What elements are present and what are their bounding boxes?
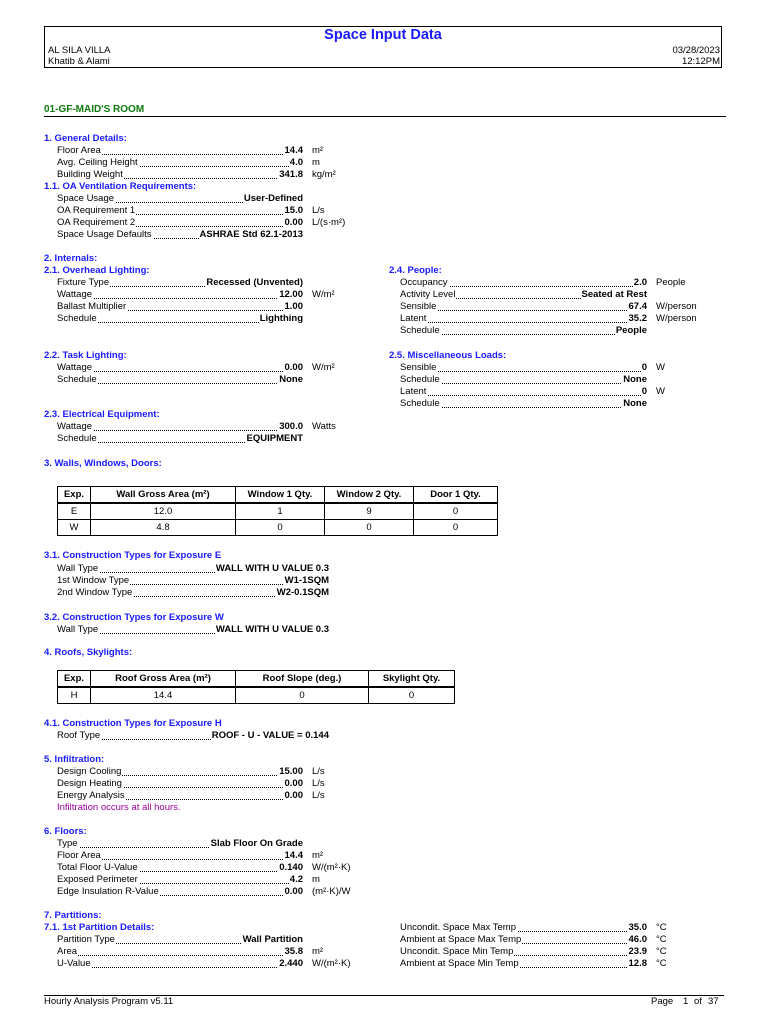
field-unit: L/s <box>312 766 325 777</box>
column-header: Door 1 Qty. <box>414 487 498 504</box>
field-value: 0 <box>641 362 647 373</box>
field-label: Wattage <box>57 362 93 373</box>
field-label: Energy Analysis <box>57 790 125 801</box>
field-internals-task-schedule <box>57 374 303 386</box>
table-cell: 1 <box>236 503 325 520</box>
field-value: 46.0 <box>628 934 647 945</box>
field-value: 0.00 <box>284 362 303 373</box>
field-unit: °C <box>656 958 667 969</box>
field-internals-equipment-schedule <box>57 433 303 445</box>
section-heading-walls-const-w-heading: 3.2. Construction Types for Exposure W <box>44 612 224 623</box>
field-internals-overhead-fixture <box>57 277 303 289</box>
field-label: Sensible <box>400 362 437 373</box>
field-value: Recessed (Unvented) <box>206 277 303 288</box>
table-cell: 0 <box>414 503 498 520</box>
field-label: Schedule <box>400 398 440 409</box>
field-value: W2-0.1SQM <box>276 587 329 598</box>
space-name: 01-GF-MAID'S ROOM <box>44 104 145 115</box>
table-header-row <box>58 487 498 504</box>
column-header: Exp. <box>58 671 91 688</box>
field-oa-req1 <box>57 205 303 217</box>
table-cell: H <box>58 687 91 704</box>
field-label: Schedule <box>400 325 440 336</box>
field-label: OA Requirement 1 <box>57 205 136 216</box>
field-label: Wattage <box>57 289 93 300</box>
field-oa-req2 <box>57 217 303 229</box>
field-oa-defaults <box>57 229 303 241</box>
field-value: ASHRAE Std 62.1-2013 <box>199 229 303 240</box>
section-heading-roofs-heading: 4. Roofs, Skylights: <box>44 647 133 658</box>
section-heading-roofs-const-h-heading: 4.1. Construction Types for Exposure H <box>44 718 222 729</box>
field-label: Wattage <box>57 421 93 432</box>
field-partitions-min-temp <box>400 946 647 958</box>
field-value: 300.0 <box>279 421 303 432</box>
field-label: Ambient at Space Max Temp <box>400 934 522 945</box>
field-value: None <box>279 374 303 385</box>
table-cell: 0 <box>325 520 414 536</box>
field-label: Schedule <box>57 433 97 444</box>
field-floors-perimeter <box>57 874 303 886</box>
field-internals-people-sensible <box>400 301 647 313</box>
page-of-label: of <box>694 996 702 1007</box>
field-value: 0.00 <box>284 778 303 789</box>
page-number: 1 <box>683 996 689 1007</box>
table-cell: 0 <box>369 687 455 704</box>
field-unit: L/(s·m²) <box>312 217 346 228</box>
space-divider <box>44 116 726 117</box>
field-value: 12.8 <box>628 958 647 969</box>
table-cell: 9 <box>325 503 414 520</box>
field-value: None <box>623 374 647 385</box>
field-value: None <box>623 398 647 409</box>
field-unit: W <box>656 362 665 373</box>
column-header: Window 1 Qty. <box>236 487 325 504</box>
field-internals-people-schedule <box>400 325 647 337</box>
roofs-table <box>57 670 455 704</box>
field-label: Wall Type <box>57 563 99 574</box>
field-label: Uncondit. Space Max Temp <box>400 922 516 933</box>
field-internals-overhead-schedule <box>57 313 303 325</box>
field-partitions-max-temp <box>400 922 647 934</box>
field-value: 0 <box>641 386 647 397</box>
field-internals-people-activity <box>400 289 647 301</box>
page-label: Page <box>651 996 674 1007</box>
field-label: Ambient at Space Min Temp <box>400 958 519 969</box>
field-unit: m² <box>312 145 324 156</box>
dot-leader <box>57 371 303 372</box>
column-header: Window 2 Qty. <box>325 487 414 504</box>
field-label: Occupancy <box>400 277 448 288</box>
field-label: Building Weight <box>57 169 123 180</box>
field-walls-const-e-wall <box>57 563 329 575</box>
field-internals-misc-schedule1 <box>400 374 647 386</box>
field-label: Latent <box>400 386 427 397</box>
dot-leader <box>57 967 303 968</box>
field-internals-overhead-wattage <box>57 289 303 301</box>
field-unit: W/m² <box>312 362 335 373</box>
field-unit: W/person <box>656 313 697 324</box>
table-cell: 0 <box>236 687 369 704</box>
field-value: Wall Partition <box>242 934 303 945</box>
program-name: Hourly Analysis Program v5.11 <box>44 996 174 1007</box>
field-label: Floor Area <box>57 850 101 861</box>
field-partitions-uvalue <box>57 958 303 970</box>
field-label: Total Floor U-Value <box>57 862 138 873</box>
field-unit: °C <box>656 922 667 933</box>
field-value: 0.140 <box>279 862 303 873</box>
field-value: 12.00 <box>279 289 303 300</box>
field-value: User-Defined <box>243 193 303 204</box>
field-value: 0.00 <box>284 217 303 228</box>
table-cell: 4.8 <box>91 520 236 536</box>
field-label: Sensible <box>400 301 437 312</box>
field-label: Partition Type <box>57 934 115 945</box>
field-general-building-weight <box>57 169 303 181</box>
field-unit: Watts <box>312 421 336 432</box>
section-heading-infiltration-heading: 5. Infiltration: <box>44 754 105 765</box>
section-heading-general-heading: 1. General Details: <box>44 133 127 144</box>
field-unit: People <box>656 277 686 288</box>
field-label: Fixture Type <box>57 277 110 288</box>
column-header: Roof Slope (deg.) <box>236 671 369 688</box>
field-value: 15.00 <box>279 766 303 777</box>
field-floors-type <box>57 838 303 850</box>
table-cell: 14.4 <box>91 687 236 704</box>
field-value: 341.8 <box>279 169 303 180</box>
field-unit: m <box>312 874 320 885</box>
field-label: Wall Type <box>57 624 99 635</box>
field-label: Ballast Multiplier <box>57 301 127 312</box>
field-unit: W/person <box>656 301 697 312</box>
field-unit: kg/m² <box>312 169 336 180</box>
field-value: People <box>615 325 647 336</box>
section-heading-internals-equipment-heading: 2.3. Electrical Equipment: <box>44 409 160 420</box>
field-infiltration-heating <box>57 778 303 790</box>
field-internals-overhead-ballast <box>57 301 303 313</box>
field-value: W1-1SQM <box>284 575 329 586</box>
page-total: 37 <box>708 996 719 1007</box>
field-internals-misc-latent <box>400 386 647 398</box>
field-oa-space-usage <box>57 193 303 205</box>
field-label: Latent <box>400 313 427 324</box>
field-value: 15.0 <box>284 205 303 216</box>
field-value: 67.4 <box>628 301 647 312</box>
field-infiltration-cooling <box>57 766 303 778</box>
section-heading-internals-people-heading: 2.4. People: <box>389 265 442 276</box>
column-header: Wall Gross Area (m²) <box>91 487 236 504</box>
field-walls-const-e-win1 <box>57 575 329 587</box>
field-value: 0.00 <box>284 886 303 897</box>
section-heading-internals-misc-heading: 2.5. Miscellaneous Loads: <box>389 350 507 361</box>
column-header: Skylight Qty. <box>369 671 455 688</box>
field-label: 2nd Window Type <box>57 587 133 598</box>
section-heading-internals-task-heading: 2.2. Task Lighting: <box>44 350 127 361</box>
dot-leader <box>400 322 647 323</box>
field-label: OA Requirement 2 <box>57 217 136 228</box>
field-unit: W/(m²·K) <box>312 958 351 969</box>
field-label: U-Value <box>57 958 91 969</box>
field-label: 1st Window Type <box>57 575 130 586</box>
field-walls-const-w-wall <box>57 624 329 636</box>
column-header: Exp. <box>58 487 91 504</box>
field-label: Space Usage <box>57 193 115 204</box>
field-internals-people-occupancy <box>400 277 647 289</box>
field-value: 35.8 <box>284 946 303 957</box>
field-value: ROOF - U - VALUE = 0.144 <box>211 730 329 741</box>
field-partitions-amb-max <box>400 934 647 946</box>
field-value: 2.0 <box>633 277 647 288</box>
field-label: Exposed Perimeter <box>57 874 138 885</box>
field-label: Floor Area <box>57 145 101 156</box>
field-value: 35.0 <box>628 922 647 933</box>
field-unit: W/m² <box>312 289 335 300</box>
section-heading-partitions-sub-heading: 7.1. 1st Partition Details: <box>44 922 155 933</box>
note-infiltration-note: Infiltration occurs at all hours. <box>57 802 181 813</box>
field-value: Slab Floor On Grade <box>210 838 303 849</box>
field-value: WALL WITH U VALUE 0.3 <box>215 563 329 574</box>
field-label: Schedule <box>57 374 97 385</box>
field-internals-equipment-wattage <box>57 421 303 433</box>
field-value: 23.9 <box>628 946 647 957</box>
dot-leader <box>57 430 303 431</box>
field-unit: m² <box>312 946 324 957</box>
field-unit: L/s <box>312 205 325 216</box>
table-row <box>58 503 498 520</box>
field-general-ceiling-height <box>57 157 303 169</box>
field-value: 35.2 <box>628 313 647 324</box>
table-cell: W <box>58 520 91 536</box>
field-unit: L/s <box>312 790 325 801</box>
field-internals-misc-sensible <box>400 362 647 374</box>
field-unit: (m²·K)/W <box>312 886 351 897</box>
field-unit: m² <box>312 850 324 861</box>
field-roofs-const-h-roof <box>57 730 329 742</box>
field-value: 4.2 <box>289 874 303 885</box>
dot-leader <box>400 395 647 396</box>
dot-leader <box>57 955 303 956</box>
field-label: Avg. Ceiling Height <box>57 157 138 168</box>
field-label: Uncondit. Space Min Temp <box>400 946 514 957</box>
field-unit: °C <box>656 934 667 945</box>
field-floors-uvalue <box>57 862 303 874</box>
walls-table <box>57 486 498 536</box>
field-label: Type <box>57 838 78 849</box>
section-heading-walls-const-e-heading: 3.1. Construction Types for Exposure E <box>44 550 222 561</box>
field-walls-const-e-win2 <box>57 587 329 599</box>
section-heading-internals-heading: 2. Internals: <box>44 253 98 264</box>
field-unit: W/(m²·K) <box>312 862 351 873</box>
field-value: 14.4 <box>284 850 303 861</box>
field-value: WALL WITH U VALUE 0.3 <box>215 624 329 635</box>
field-value: EQUIPMENT <box>246 433 303 444</box>
table-row <box>58 520 498 536</box>
field-internals-task-wattage <box>57 362 303 374</box>
field-unit: m <box>312 157 320 168</box>
field-unit: °C <box>656 946 667 957</box>
field-floors-edge <box>57 886 303 898</box>
field-value: 0.00 <box>284 790 303 801</box>
field-infiltration-energy <box>57 790 303 802</box>
field-floors-area <box>57 850 303 862</box>
table-cell: 0 <box>236 520 325 536</box>
column-header: Roof Gross Area (m²) <box>91 671 236 688</box>
field-label: Roof Type <box>57 730 101 741</box>
field-label: Schedule <box>400 374 440 385</box>
field-label: Edge Insulation R-Value <box>57 886 159 897</box>
field-value: 2.440 <box>279 958 303 969</box>
field-unit: L/s <box>312 778 325 789</box>
field-label: Design Cooling <box>57 766 122 777</box>
field-label: Schedule <box>57 313 97 324</box>
field-internals-people-latent <box>400 313 647 325</box>
table-header-row <box>58 671 455 688</box>
section-heading-walls-heading: 3. Walls, Windows, Doors: <box>44 458 162 469</box>
report-date: 03/28/2023 <box>672 45 720 56</box>
field-internals-misc-schedule2 <box>400 398 647 410</box>
section-heading-oa-heading: 1.1. OA Ventilation Requirements: <box>44 181 197 192</box>
table-row <box>58 687 455 704</box>
field-label: Space Usage Defaults <box>57 229 152 240</box>
field-value: Lighthing <box>259 313 303 324</box>
table-cell: E <box>58 503 91 520</box>
field-value: 1.00 <box>284 301 303 312</box>
field-partitions-area <box>57 946 303 958</box>
page-title: Space Input Data <box>324 27 442 43</box>
section-heading-internals-overhead-heading: 2.1. Overhead Lighting: <box>44 265 150 276</box>
field-unit: W <box>656 386 665 397</box>
project-name: AL SILA VILLA <box>48 45 111 56</box>
dot-leader <box>57 298 303 299</box>
field-value: Seated at Rest <box>581 289 647 300</box>
field-label: Design Heating <box>57 778 122 789</box>
field-partitions-type <box>57 934 303 946</box>
field-label: Area <box>57 946 78 957</box>
field-partitions-amb-min <box>400 958 647 970</box>
section-heading-floors-heading: 6. Floors: <box>44 826 87 837</box>
field-value: 4.0 <box>289 157 303 168</box>
field-general-floor-area <box>57 145 303 157</box>
section-heading-partitions-heading: 7. Partitions: <box>44 910 102 921</box>
table-cell: 12.0 <box>91 503 236 520</box>
report-time: 12:12PM <box>681 56 720 67</box>
table-cell: 0 <box>414 520 498 536</box>
field-label: Activity Level <box>400 289 456 300</box>
field-value: 14.4 <box>284 145 303 156</box>
company-name: Khatib & Alami <box>48 56 110 67</box>
